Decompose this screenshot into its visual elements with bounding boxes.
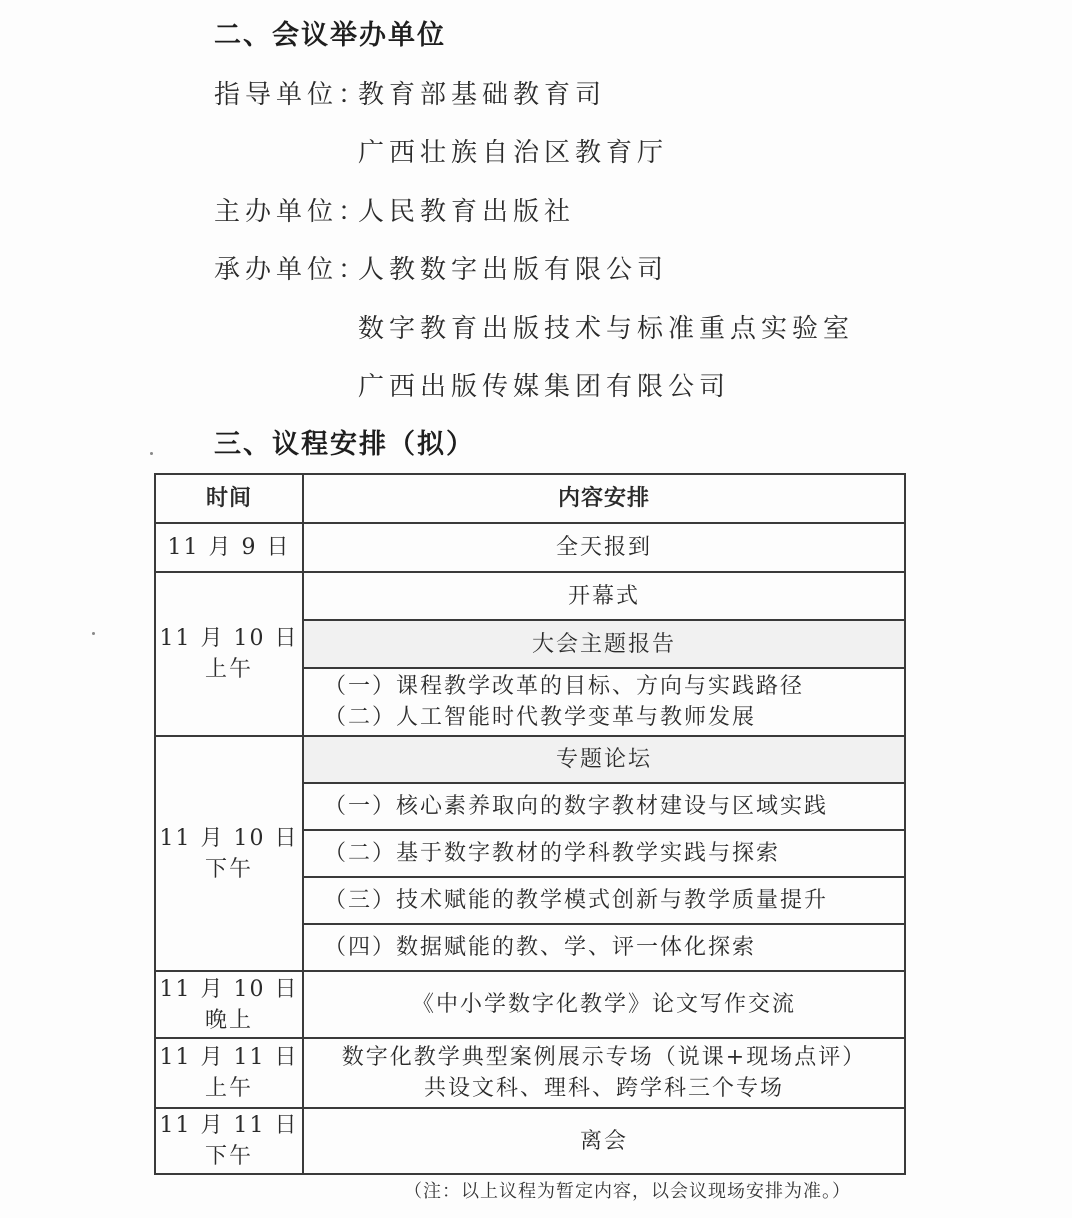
content-cell: （四）数据赋能的教、学、评一体化探索 [303, 924, 905, 971]
time-date: 11 月 10 日 [159, 976, 299, 1002]
content-cell: （三）技术赋能的教学模式创新与教学质量提升 [303, 877, 905, 924]
time-cell [155, 1108, 303, 1174]
time-date: 11 月 10 日 [159, 825, 299, 851]
organizer-unit-2: 数字教育出版技术与标准重点实验室 [358, 314, 855, 344]
time-period: 下午 [204, 856, 253, 882]
agenda-table [154, 473, 906, 1175]
time-date: 11 月 11 日 [159, 1045, 299, 1070]
content-cell [303, 668, 905, 736]
time-cell [155, 736, 303, 971]
content-cell [303, 1038, 905, 1108]
table-row [155, 971, 905, 1038]
table-row [155, 1038, 905, 1108]
table-row [155, 1108, 905, 1174]
content-line: 共设文科、理科、跨学科三个专场 [423, 1076, 784, 1101]
host-unit-label: 主办单位： [214, 197, 370, 227]
content-cell: （一）核心素养取向的数字教材建设与区域实践 [303, 783, 905, 830]
content-line: （二）人工智能时代教学变革与教师发展 [324, 705, 757, 730]
time-period: 下午 [204, 1144, 253, 1169]
time-cell [155, 572, 303, 736]
table-row [155, 736, 905, 783]
scan-speck [150, 452, 153, 455]
time-period: 上午 [204, 657, 253, 682]
time-date: 11 月 10 日 [159, 626, 299, 651]
guiding-unit-2: 广西壮族自治区教育厅 [358, 138, 669, 168]
content-cell: 全天报到 [303, 523, 905, 572]
table-header-row [155, 474, 905, 523]
agenda-note: （注：以上议程为暂定内容，以会议现场安排为准。） [404, 1181, 851, 1202]
content-cell: 开幕式 [303, 572, 905, 620]
section-heading-agenda: 三、议程安排（拟） [214, 429, 475, 460]
content-cell: 《中小学数字化教学》论文写作交流 [303, 971, 905, 1038]
time-period: 上午 [204, 1076, 253, 1101]
header-time: 时间 [155, 474, 303, 523]
content-cell: （二）基于数字教材的学科教学实践与探索 [303, 830, 905, 877]
organizer-unit-1: 人教数字出版有限公司 [358, 255, 669, 285]
content-cell: 专题论坛 [303, 736, 905, 783]
content-line: 数字化教学典型案例展示专场（说课+现场点评） [341, 1045, 867, 1070]
guiding-unit-1: 教育部基础教育司 [358, 80, 607, 110]
organizer-unit-3: 广西出版传媒集团有限公司 [358, 372, 731, 402]
table-row [155, 523, 905, 572]
header-content: 内容安排 [303, 474, 905, 523]
time-cell [155, 1038, 303, 1108]
time-cell [155, 971, 303, 1038]
content-cell: 离会 [303, 1108, 905, 1174]
table-row [155, 572, 905, 620]
time-cell: 11 月 9 日 [155, 523, 303, 572]
time-date: 11 月 11 日 [159, 1113, 299, 1138]
host-unit: 人民教育出版社 [358, 197, 576, 227]
content-cell: 大会主题报告 [303, 620, 905, 668]
guiding-unit-label: 指导单位： [214, 80, 370, 110]
content-line: （一）课程教学改革的目标、方向与实践路径 [324, 674, 805, 699]
time-period: 晚上 [204, 1007, 253, 1033]
scan-speck [92, 632, 95, 635]
section-heading-organizers: 二、会议举办单位 [214, 20, 446, 51]
organizer-unit-label: 承办单位： [214, 255, 370, 285]
